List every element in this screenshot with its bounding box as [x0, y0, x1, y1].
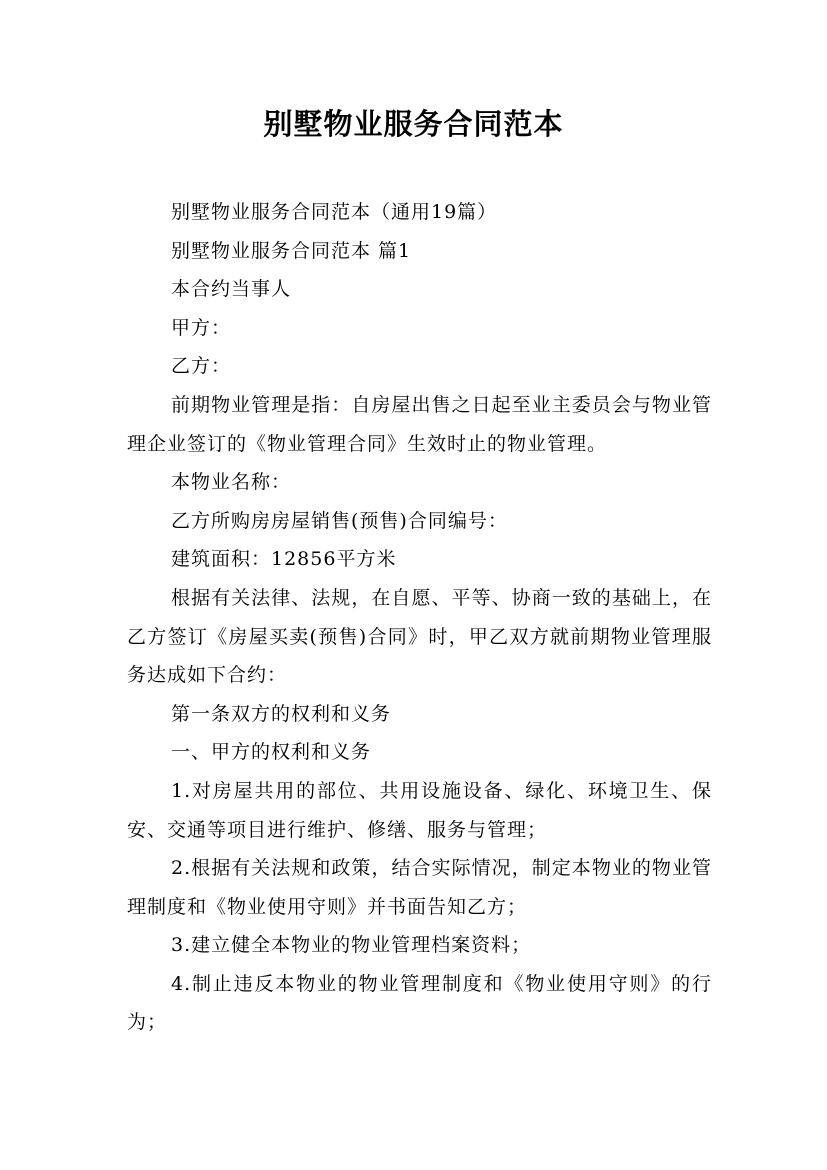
paragraph-item-2: 2.根据有关法规和政策，结合实际情况，制定本物业的物业管理制度和《物业使用守则》并书面告知乙方；: [127, 857, 712, 918]
paragraph-item-4: 4.制止违反本物业的物业管理制度和《物业使用守则》的行为；: [127, 972, 712, 1034]
paragraph-property-name: 本物业名称：: [171, 471, 292, 494]
paragraph-item-3: 3.建立健全本物业的物业管理档案资料；: [171, 934, 532, 957]
document-body: [127, 193, 712, 1042]
paragraph-building-area: 建筑面积：12856平方米: [171, 548, 397, 571]
paragraph-contract-number: 乙方所购房房屋销售(预售)合同编号：: [171, 509, 508, 532]
paragraph-article-one: 第一条双方的权利和义务: [171, 702, 392, 725]
paragraph-parties: 本合约当事人: [171, 278, 292, 301]
paragraph-party-b: 乙方：: [171, 355, 232, 378]
paragraph-party-a: 甲方：: [171, 316, 232, 339]
paragraph-section-heading: 别墅物业服务合同范本 篇1: [171, 239, 412, 262]
paragraph-preamble: 根据有关法律、法规，在自愿、平等、协商一致的基础上，在乙方签订《房屋买卖(预售)合同》时，甲乙双方就前期物业管理服务达成如下合约：: [127, 586, 712, 687]
document-title: 别墅物业服务合同范本: [263, 107, 564, 141]
paragraph-definition: 前期物业管理是指：自房屋出售之日起至业主委员会与物业管理企业签订的《物业管理合同》生效时止的物业管理。: [127, 393, 712, 455]
paragraph-party-a-rights: 一、甲方的权利和义务: [171, 741, 372, 764]
paragraph-item-1: 1.对房屋共用的部位、共用设施设备、绿化、环境卫生、保安、交通等项目进行维护、修缮、服务与管理；: [127, 779, 712, 841]
paragraph-subtitle: 别墅物业服务合同范本（通用19篇）: [171, 201, 498, 223]
